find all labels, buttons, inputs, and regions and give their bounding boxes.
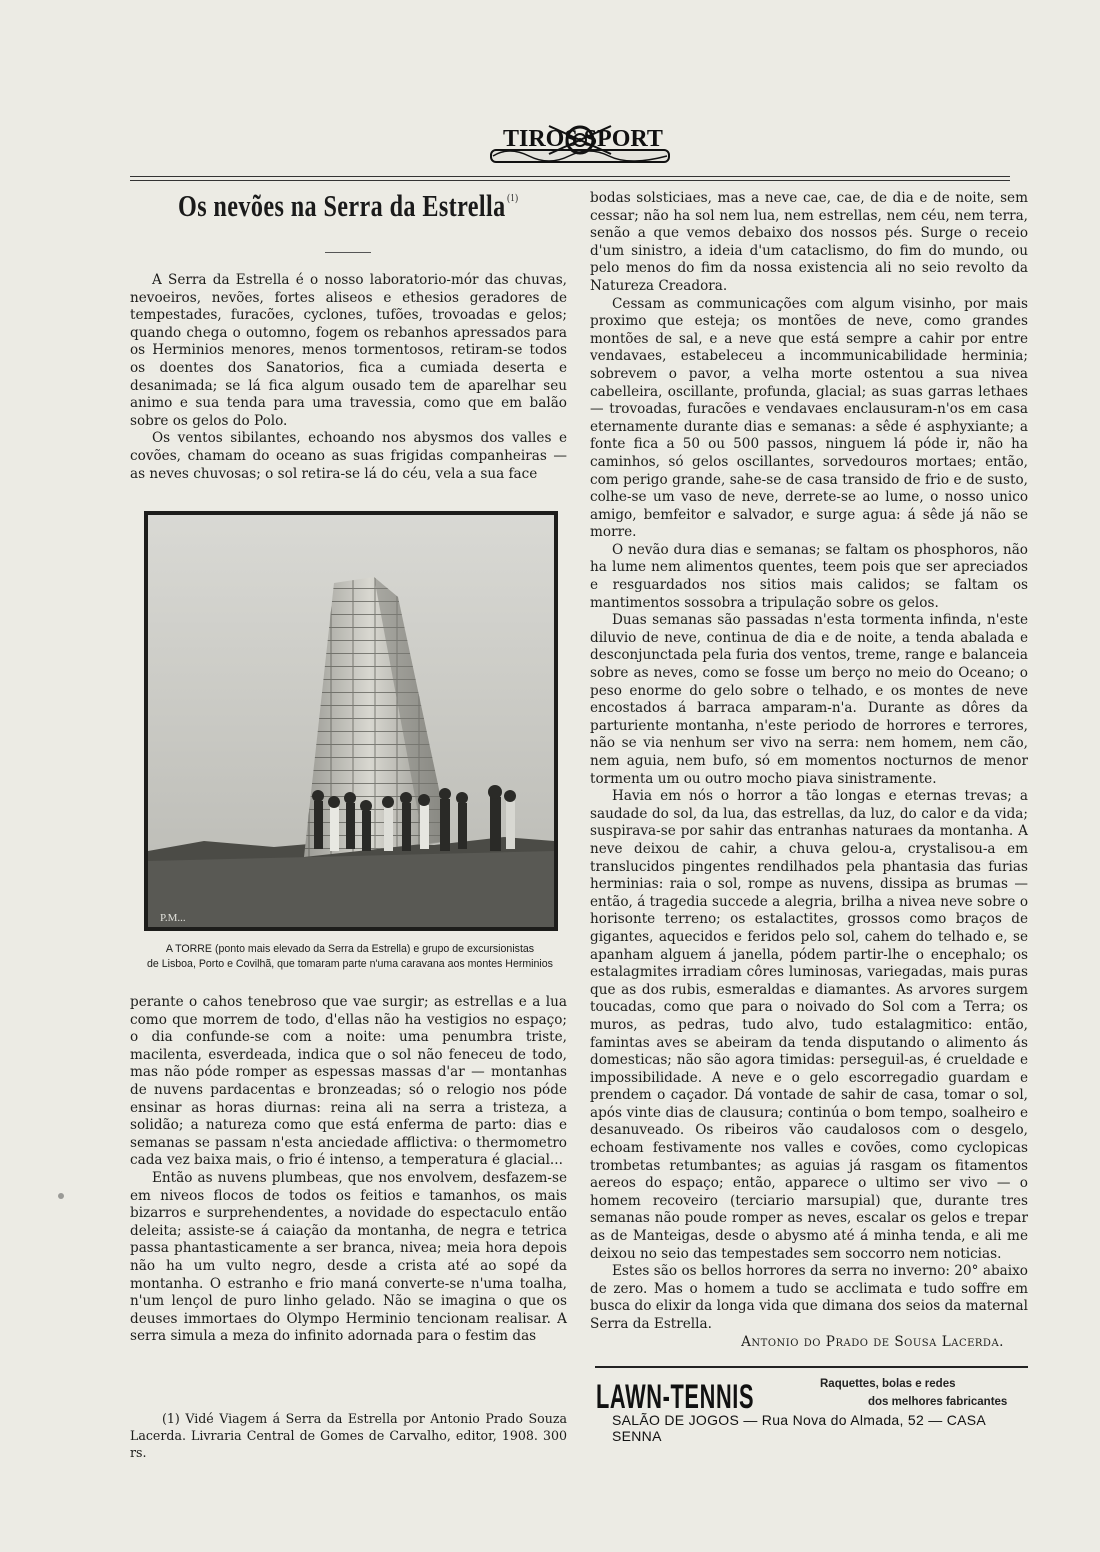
advert-tagline: Raquettes, bolas e redes (820, 1378, 956, 1390)
header-rule (130, 176, 1010, 181)
paragraph: bodas solsticiaes, mas a neve cae, cae, de dia e de noite, sem cessar; não ha sol nem lua, nem estrellas, nem céu, nem terra, senão a que vemos debaixo dos nossos pés. Surge o receio d'um sinistro, a ideia d'um cataclismo, do fim do mundo, ou pelo menos do fim da nossa existencia ali no seio revolto da Natureza Creadora. (590, 190, 1028, 294)
masthead-text-left: TIROS SPORT (503, 126, 663, 152)
title-divider (325, 252, 371, 253)
paragraph: Estes são os bellos horrores da serra no inverno: 20° abaixo de zero. Mas o homem a tudo se acclimata e tudo soffre em busca do elixir da longa vida que dimana dos seios da maternal Serra da Estrella. (590, 1263, 1028, 1332)
left-column-bottom (130, 994, 567, 1346)
photo-signature: P.M... (160, 912, 186, 924)
paragraph: Cessam as communicações com algum visinho, por mais proximo que esteja; os montões de neve, como grandes montões de sal, e a neve que está sempre a cahir por entre vendavaes, estabeleceu a incommunicabilidade herminia; sobrevem o pavor, a velha morte ostentou a sua nivea cabelleira, oscillante, profunda, glacial; as suas garras lethaes — trovoadas, furacões e vendavaes enclausuram-n'os em casa eternamente durante dias e semanas: a sêde é asphyxiante; a fonte fica a 50 ou 500 passos, ninguem lá póde ir, não ha caminhos, só gelos oscillantes, sorvedouros mortaes; então, com perigo grande, sahe-se de casa transido de frio e de susto, colhe-se um vaso de neve, derrete-se ao lume, o nosso unico amigo, bemfeitor e salvador, e surge agua: á sêde já não se morre. (590, 295, 1028, 541)
paragraph: O nevão dura dias e semanas; se faltam os phosphoros, não ha lume nem alimentos quentes, teem pois que ser apreciados e resguardados nos sitios mais calidos; se faltam os mantimentos sossobra a tripulação sobre os gelos. (590, 541, 1028, 611)
paragraph: Havia em nós o horror a tão longas e eternas trevas; a saudade do sol, da lua, das estrellas, da luz, do calor e da vida; suspirava-se por sahir das entranhas naturaes da montanha. A neve deixou de cahir, a chuva gelou-a, crystalisou-a em translucidos pingentes rendilhados pela phantasia das furias herminias: raia o sol, rompe as nuvens, dissipa as brumas — então, á tragedia succede a alegria, brilha a nivea neve sobre o horisonte terreno; os estalactites, grossos como braços de gigantes, aquecidos e feridos pelo sol, cahem do telhado e, se apanham alguem á janella, pódem partir-lhe o encephalo; os estalagmites irradiam côres luminosas, variegadas, mais puras que as dos rubis, esmeraldas e diamantes. As arvores surgem toucadas, como que para o noivado do Sol com a Terra; os muros, as pedras, tudo alvo, tudo estalagmitico: então, famintas aves se abeiram da tenda disputando o alimento ás domesticas; não são agora timidas: perseguil-as, é crueldade e impossibilidade. A neve e o gelo escorregadio guardam e prendem o caçador. Dá vontade de sahir de casa, tomar o sol, após vinte dias de clausura; continúa o bom tempo, soalheiro e desanuveado. Os ribeiros vão caudalosos com o desgelo, echoam festivamente nos valles e covões, como cyclopicas trombetas retumbantes; as aguias já rasgam os fitamentos aereos do espaço; então, apparece o ultimo ser vivo — o homem recoveiro (terciario marsupial) que, durante tres semanas não poude romper as neves, escalar os gelos e trepar as de Manteigas, desde o abysmo até á minha tenda, e ali me deixou no seio das tempestades sem soccorro nem noticias. (590, 788, 1028, 1262)
author-signature: Antonio do Prado de Sousa Lacerda. (741, 1334, 1004, 1350)
left-column-top (130, 272, 567, 483)
advert-brand: LAWN-TENNIS (596, 1378, 755, 1416)
masthead-logo (489, 116, 671, 170)
article-title: Os nevões na Serra da Estrella $^{(1)}$ (178, 188, 519, 223)
paragraph: Então as nuvens plumbeas, que nos envolvem, desfazem-se em niveos flocos de todos os feitios e tamanhos, os mais bizarros e surprehendentes, a novidade do espectaculo então deleita; assiste-se á caiação da montanha, de negra e tetrica passa phantasticamente a ser branca, nivea; meia hora depois não ha um vulto negro, desde a crista até ao sopé da montanha. O estranho e frio maná converte-se n'uma toalha, n'um lençol de puro linho gelado. Não se imagina o que os deuses immortaes do Olympo Herminio tencionam realisar. A serra simula a meza do infinito adornada para o festim das (130, 1169, 567, 1345)
title-footnote-marker: (1) (507, 192, 519, 204)
right-column (590, 190, 1028, 1334)
paragraph: Duas semanas são passadas n'esta tormenta infinda, n'este diluvio de neve, continua de dia e de noite, a tenda abalada e desconjunctada pela furia dos ventos, treme, range e balanceia sobre as neves, como se fosse um berço no meio do Oceano; o peso enorme do gelo sobre o telhado, e os montes de neve encostados á barraca amparam-n'a. Durante as dôres da parturiente montanha, n'este periodo de horrores e terrores, não se via nenhum ser vivo na serra: nem homem, nem cão, nem aguia, nem bufo, só em momentos nocturnos de menor tormenta um ou outro mocho piava sinistramente. (590, 612, 1028, 787)
caption-line: A TORRE (ponto mais elevado da Serra da Estrella) e grupo de excursionistas (165, 943, 535, 955)
photo-torre (144, 511, 558, 931)
advert-tagline: dos melhores fabricantes (868, 1396, 1008, 1408)
caption-line: de Lisboa, Porto e Covilhã, que tomaram parte n'uma caravana aos montes Herminios (147, 958, 553, 970)
advert-address: SALÃO DE JOGOS — Rua Nova do Almada, 52 — CASA SENNA (612, 1412, 986, 1444)
paper-speck (58, 1193, 64, 1199)
advert-rule (595, 1366, 1028, 1368)
photo-caption (140, 942, 560, 972)
footnote: (1) Vidé Viagem á Serra da Estrella por Antonio Prado Souza Lacerda. Livraria Central de Gomes de Carvalho, editor, 1908. 300 rs. (130, 1411, 567, 1460)
advertisement (596, 1374, 1028, 1444)
paragraph: Os ventos sibilantes, echoando nos abysmos dos valles e covões, chamam do oceano as suas frigidas companheiras — as neves chuvosas; o sol retira-se lá do céu, vela a sua face (130, 430, 567, 482)
paragraph: perante o cahos tenebroso que vae surgir; as estrellas e a lua como que morrem de todo, d'ellas não ha vestigios no espaço; o dia confunde-se com a noite: uma penumbra triste, macilenta, esverdeada, indica que o sol não feneceu de todo, mas não póde romper as espessas massas d'ar — montanhas de nuvens pardacentas e bronzeadas; só o relogio nos póde ensinar as horas diurnas: reina ali na serra a tristeza, a solidão; a natureza como que está enferma de parto: dias e semanas se passam n'esta anciedade afflictiva: o thermometro cada vez baixa mais, o frio é intenso, a temperatura é glacial... (130, 994, 567, 1169)
paragraph: A Serra da Estrella é o nosso laboratorio-mór das chuvas, nevoeiros, nevões, fortes aliseos e ethesios geradores de tempestades, furacões, cyclones, tufões, trovoadas e gelos; quando chega o outomno, fogem os rebanhos apressados para os Herminios menores, menos tormentosos, retiram-se todos os doentes dos Sanatorios, fica a cumiada deserta e desanimada; se lá fica algum ousado tem de aparelhar seu animo e sua tenda para uma travessia, como que em balão sobre os gelos do Polo. (130, 272, 567, 429)
